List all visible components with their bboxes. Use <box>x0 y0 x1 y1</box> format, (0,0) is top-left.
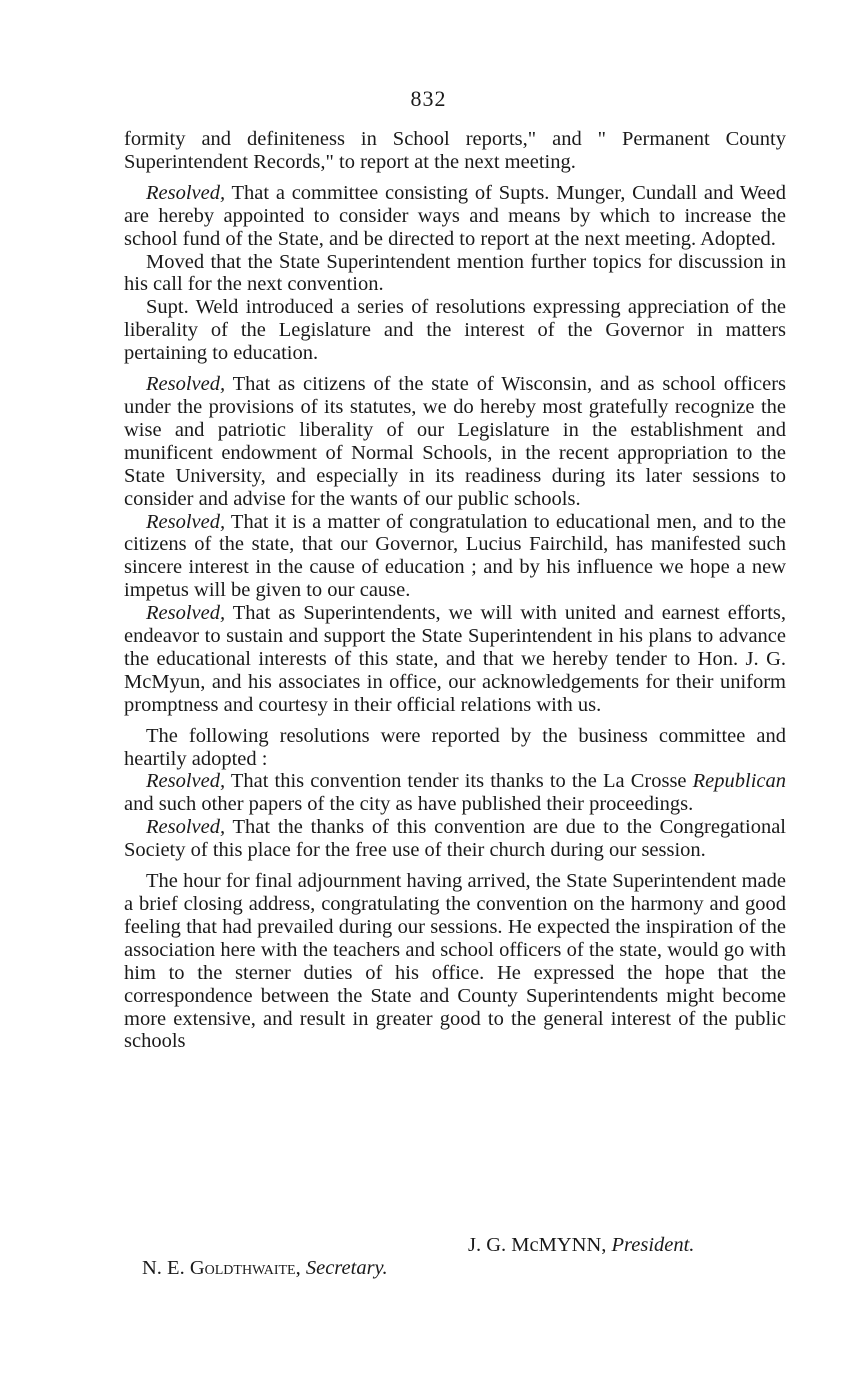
resolved-label: Resolved, <box>146 816 226 839</box>
resolution-superintendents <box>124 602 786 717</box>
page-number: 832 <box>410 86 447 111</box>
motion-further-topics <box>124 251 786 297</box>
resolved-label: Resolved, <box>146 770 226 793</box>
paragraph-text: formity and definiteness in School reports," and " Permanent County Superintendent Records," to report at the next meeting. <box>124 128 786 173</box>
resolved-label: Resolved, <box>146 181 226 204</box>
secretary-title: Secretary. <box>305 1257 388 1279</box>
secretary-name: N. E. Goldthwaite, <box>142 1257 301 1279</box>
paragraph-continuation <box>124 128 786 174</box>
document-body <box>124 128 786 1053</box>
president-signature <box>468 1233 694 1257</box>
paragraph-text: That it is a matter of congratulation to educational men, and to the citizens of the state, that our Governor, Lucius Fairchild, has manifested such sincere interest in the cause of education ; and by his influence we hope a new impetus will be given to our cause. <box>124 510 786 602</box>
secretary-signature <box>142 1256 388 1280</box>
final-adjournment <box>124 870 786 1053</box>
paragraph-text: That as citizens of the state of Wisconsin, and as school officers under the provisions of its statutes, we do hereby most gratefully recognize the wise and patriotic liberality of our Legislature in the establishment and munificent endowment of Normal Schools, in the recent appropriation to the State University, and especially in its readiness during its later sessions to consider and advise for the wants of our public schools. <box>124 373 786 510</box>
resolution-governor <box>124 511 786 603</box>
paragraph-text: That the thanks of this convention are due to the Congregational Society of this place for the free use of their church during our session. <box>124 816 786 862</box>
newspaper-name: Republican <box>692 770 786 793</box>
president-title: President. <box>611 1234 695 1256</box>
paragraph-text: and such other papers of the city as have published their proceedings. <box>124 793 694 816</box>
resolution-thanks-church <box>124 816 786 862</box>
paragraph-text: Supt. Weld introduced a series of resolutions expressing appreciation of the liberality of the Legislature and the interest of the Governor in matters pertaining to education. <box>124 296 786 365</box>
paragraph-text: That this convention tender its thanks to the La Crosse <box>225 770 693 793</box>
resolution-school-fund <box>124 182 786 251</box>
weld-introduction <box>124 296 786 365</box>
resolved-label: Resolved, <box>146 510 226 533</box>
resolved-label: Resolved, <box>146 373 226 396</box>
paragraph-text: The following resolutions were reported by the business committee and heartily adopted : <box>124 724 786 770</box>
resolved-label: Resolved, <box>146 602 226 625</box>
paragraph-text: That a committee consisting of Supts. Munger, Cundall and Weed are hereby appointed to consider ways and means by which to increase the school fund of the State, and be directed to report at the next meeting. Adopted. <box>124 181 786 250</box>
business-committee-report <box>124 725 786 771</box>
paragraph-text: The hour for final adjournment having arrived, the State Superintendent made a brief closing address, congratulating the convention on the harmony and good feeling that had prevailed during our sessions. He expected the inspiration of the association here with the teachers and school officers of the state, would go with him to the sterner duties of his office. He expressed the hope that the correspondence between the State and County Superintendents might become more extensive, and result in greater good to the general interest of the public schools <box>124 870 786 1053</box>
paragraph-text: That as Superintendents, we will with united and earnest efforts, endeavor to sustain and support the State Superintendent in his plans to advance the educational interests of this state, and that we hereby tender to Hon. J. G. McMyun, and his associates in office, our acknowledgements for their uniform promptness and courtesy in their official relations with us. <box>124 602 786 716</box>
resolution-legislature <box>124 373 786 510</box>
paragraph-text: Moved that the State Superintendent mention further topics for discussion in his call for the next convention. <box>124 250 786 296</box>
resolution-thanks-papers <box>124 770 786 816</box>
president-name: J. G. McMYNN, <box>468 1234 607 1256</box>
